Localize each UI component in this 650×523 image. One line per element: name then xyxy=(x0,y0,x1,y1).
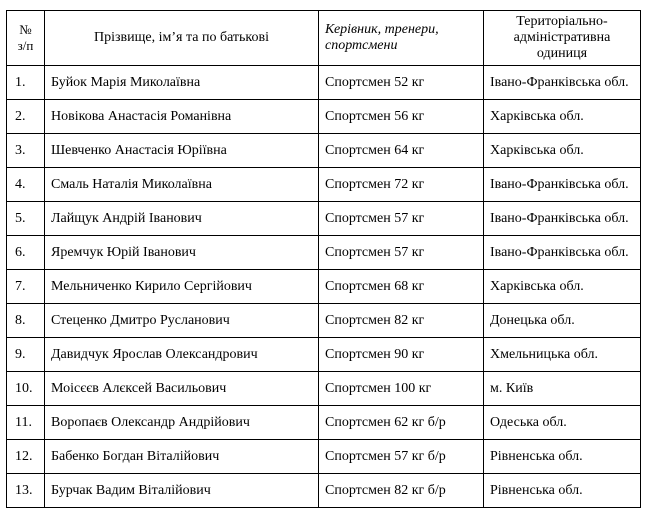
row-number-cell: 6. xyxy=(7,236,45,270)
athlete-name-cell: Новікова Анастасія Романівна xyxy=(45,100,319,134)
table-row xyxy=(7,66,641,100)
row-number-cell: 12. xyxy=(7,440,45,474)
athlete-name-cell: Шевченко Анастасія Юріївна xyxy=(45,134,319,168)
region-cell: Івано-Франківська обл. xyxy=(484,168,641,202)
athletes-table xyxy=(6,10,641,508)
region-cell: Харківська обл. xyxy=(484,270,641,304)
role-cell: Спортсмен 82 кг xyxy=(319,304,484,338)
athlete-name-cell: Смаль Наталія Миколаївна xyxy=(45,168,319,202)
region-cell: Хмельницька обл. xyxy=(484,338,641,372)
row-number-cell: 9. xyxy=(7,338,45,372)
header-full-name: Прізвище, ім’я та по батькові xyxy=(45,11,319,66)
table-row xyxy=(7,236,641,270)
table-row xyxy=(7,406,641,440)
header-number xyxy=(7,11,45,66)
athlete-name-cell: Давидчук Ярослав Олександрович xyxy=(45,338,319,372)
header-role xyxy=(319,11,484,66)
table-row xyxy=(7,168,641,202)
row-number-cell: 10. xyxy=(7,372,45,406)
table-row xyxy=(7,270,641,304)
role-cell: Спортсмен 82 кг б/р xyxy=(319,474,484,508)
role-cell: Спортсмен 68 кг xyxy=(319,270,484,304)
table-row xyxy=(7,202,641,236)
region-cell: Одеська обл. xyxy=(484,406,641,440)
role-cell: Спортсмен 57 кг б/р xyxy=(319,440,484,474)
region-cell: Донецька обл. xyxy=(484,304,641,338)
table-row xyxy=(7,100,641,134)
header-number-abbrev: з/п xyxy=(17,38,34,53)
table-row xyxy=(7,134,641,168)
table-header-row xyxy=(7,11,641,66)
row-number-cell: 1. xyxy=(7,66,45,100)
athlete-name-cell: Бабенко Богдан Віталійович xyxy=(45,440,319,474)
header-region xyxy=(484,11,641,66)
table-row xyxy=(7,304,641,338)
row-number-cell: 4. xyxy=(7,168,45,202)
header-role-line2: спортсмени xyxy=(325,38,398,53)
table-row xyxy=(7,474,641,508)
region-cell: Рівненська обл. xyxy=(484,440,641,474)
athlete-name-cell: Буйок Марія Миколаївна xyxy=(45,66,319,100)
role-cell: Спортсмен 62 кг б/р xyxy=(319,406,484,440)
role-cell: Спортсмен 72 кг xyxy=(319,168,484,202)
athlete-name-cell: Бурчак Вадим Віталійович xyxy=(45,474,319,508)
region-cell: Рівненська обл. xyxy=(484,474,641,508)
role-cell: Спортсмен 100 кг xyxy=(319,372,484,406)
row-number-cell: 13. xyxy=(7,474,45,508)
role-cell: Спортсмен 56 кг xyxy=(319,100,484,134)
athlete-name-cell: Мельниченко Кирило Сергійович xyxy=(45,270,319,304)
role-cell: Спортсмен 57 кг xyxy=(319,202,484,236)
role-cell: Спортсмен 64 кг xyxy=(319,134,484,168)
row-number-cell: 8. xyxy=(7,304,45,338)
athlete-name-cell: Лайщук Андрій Іванович xyxy=(45,202,319,236)
table-row xyxy=(7,338,641,372)
athlete-name-cell: Стеценко Дмитро Русланович xyxy=(45,304,319,338)
header-region-line3: одиниця xyxy=(536,46,588,61)
role-cell: Спортсмен 90 кг xyxy=(319,338,484,372)
table-row xyxy=(7,440,641,474)
region-cell: Харківська обл. xyxy=(484,100,641,134)
row-number-cell: 5. xyxy=(7,202,45,236)
athlete-name-cell: Яремчук Юрій Іванович xyxy=(45,236,319,270)
role-cell: Спортсмен 57 кг xyxy=(319,236,484,270)
row-number-cell: 11. xyxy=(7,406,45,440)
table-body xyxy=(7,66,641,508)
region-cell: м. Київ xyxy=(484,372,641,406)
athlete-name-cell: Воропаєв Олександр Андрійович xyxy=(45,406,319,440)
header-region-line1: Територіально- xyxy=(516,14,608,29)
region-cell: Івано-Франківська обл. xyxy=(484,202,641,236)
row-number-cell: 2. xyxy=(7,100,45,134)
header-region-line2: адміністративна xyxy=(513,30,611,45)
table-row xyxy=(7,372,641,406)
region-cell: Івано-Франківська обл. xyxy=(484,66,641,100)
row-number-cell: 7. xyxy=(7,270,45,304)
region-cell: Івано-Франківська обл. xyxy=(484,236,641,270)
athlete-name-cell: Моісєєв Алєксей Васильович xyxy=(45,372,319,406)
role-cell: Спортсмен 52 кг xyxy=(319,66,484,100)
header-number-symbol: № xyxy=(19,22,32,37)
region-cell: Харківська обл. xyxy=(484,134,641,168)
header-role-line1: Керівник, тренери, xyxy=(325,22,439,37)
row-number-cell: 3. xyxy=(7,134,45,168)
